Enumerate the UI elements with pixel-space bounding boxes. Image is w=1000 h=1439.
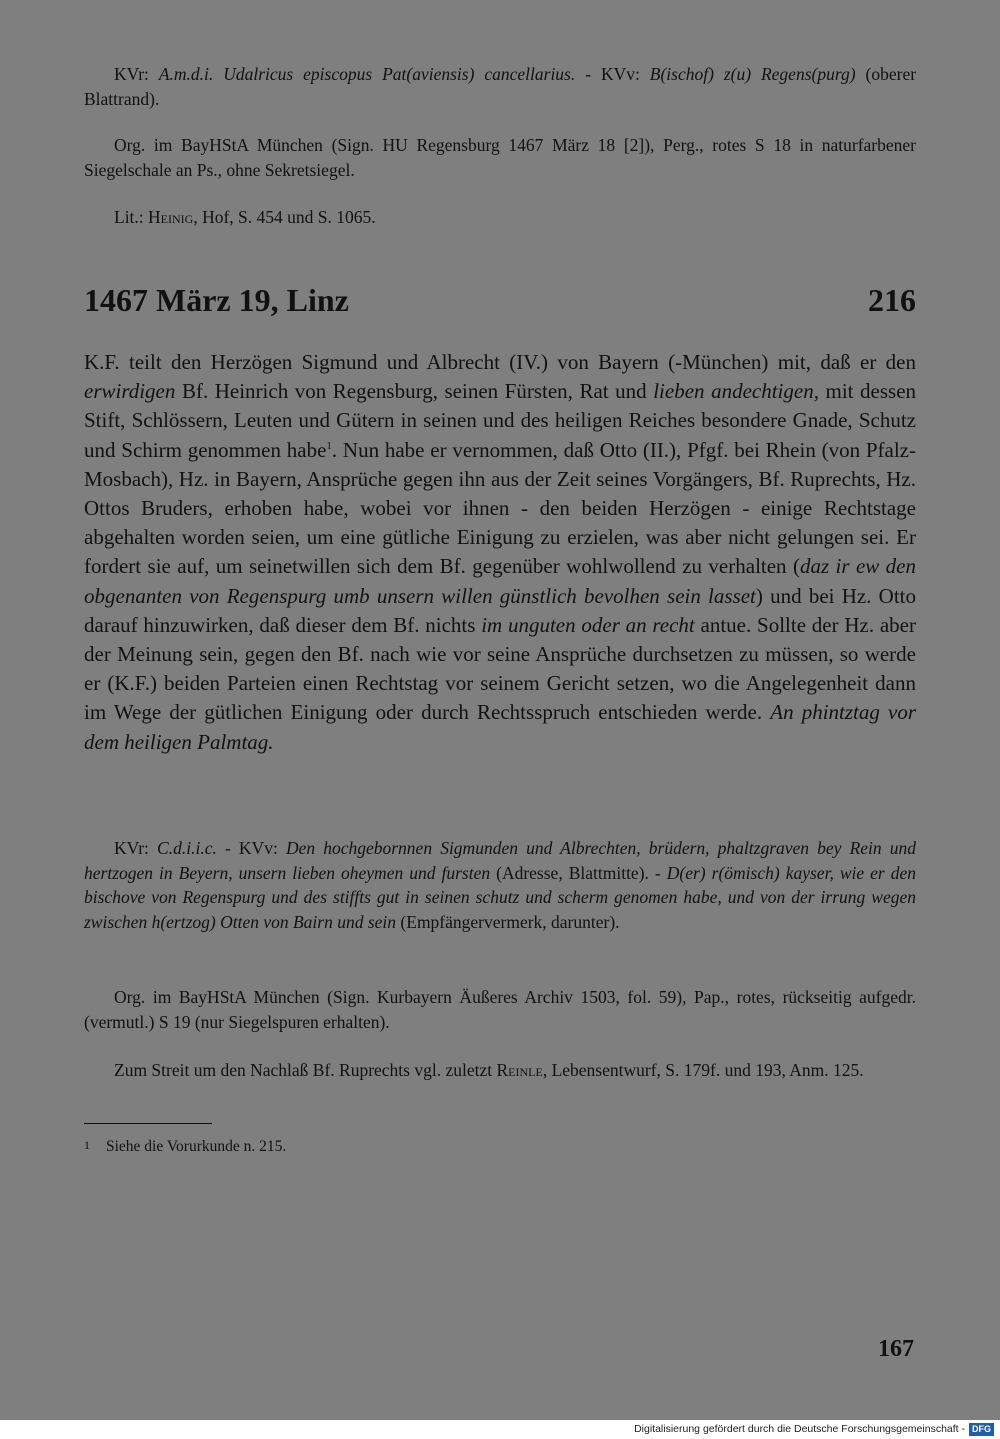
dfg-logo-icon: DFG <box>969 1423 994 1436</box>
entry-number: 216 <box>868 282 916 318</box>
footnote-divider <box>84 1123 212 1124</box>
original-note: Org. im BayHStA München (Sign. Kurbayern Äußeres Archiv 1503, fol. 59), Pap., rotes, rückseitig aufgedr. (vermutl.) S 19 (nur Siegelspuren erhalten). <box>84 987 916 1032</box>
entry-heading <box>84 282 916 319</box>
regest-text: K.F. teilt den Herzögen Sigmund und Albrecht (IV.) von Bayern (-München) mit, daß er den erwirdigen Bf. Heinrich von Regensburg, seinen Fürsten, Rat und lieben andechtigen, mit dessen Stift, Schlössern, Leuten und Gütern in seinen und des heiligen Reiches besondere Gnade, Schutz und Schirm genommen habe$^1$. Nun habe er vernommen, daß Otto (II.), Pfgf. bei Rhein (von Pfalz-Mosbach), Hz. in Bayern, Ansprüche gegen ihn aus der Zeit seines Vorgängers, Bf. Ruprechts, Hz. Ottos Bruders, erhoben habe, wobei vor ihnen - den beiden Herzögen - einige Rechtstage abgehalten worden seien, um eine gütliche Einigung zu erzielen, was aber nicht gelungen sei. Er fordert sie auf, um seinetwillen sich dem Bf. gegenüber wohlwollend zu verhalten (daz ir ew den obgenanten von Regenspurg umb unsern willen günstlich bevolhen sein lasset) und bei Hz. Otto darauf hinzuwirken, daß dieser dem Bf. nichts im unguten oder an recht antue. Sollte der Hz. aber der Meinung sein, gegen den Bf. nach wie vor seine Ansprüche durchsetzen zu müssen, so werde er (K.F.) beiden Parteien einen Rechtstag vor seinem Gericht setzen, wo die Angelegenheit dann im Wege der gütlichen Einigung oder durch Rechtsspruch entschieden werde. An phintztag vor dem heiligen Palmtag. <box>84 350 917 754</box>
digitization-credit: Digitalisierung gefördert durch die Deutsche Forschungsgemeinschaft - DFG <box>0 1420 1000 1439</box>
footnote-marker: 1 <box>326 439 332 452</box>
footnote: 1 Siehe die Vorurkunde n. 215. <box>84 1138 287 1155</box>
literature-note: Zum Streit um den Nachlaß Bf. Ruprechts vgl. zuletzt Reinle, Lebensentwurf, S. 179f. und 193, Anm. 125. <box>114 1060 864 1080</box>
entry-date-place: 1467 März 19, Linz <box>84 282 349 318</box>
page-number: 167 <box>878 1336 914 1362</box>
literature-note-previous: Lit.: Heinig, Hof, S. 454 und S. 1065. <box>114 207 376 227</box>
original-note-previous: Org. im BayHStA München (Sign. HU Regensburg 1467 März 18 [2]), Perg., rotes S 18 in naturfarbener Siegelschale an Ps., ohne Sekretsiegel. <box>84 135 916 180</box>
kv-paragraph-previous: KVr: A.m.d.i. Udalricus episcopus Pat(aviensis) cancellarius. - KVv: B(ischof) z(u) Regens(purg) (oberer Blattrand). <box>84 64 917 109</box>
kv-paragraph: KVr: C.d.i.i.c. - KVv: Den hochgebornnen Sigmunden und Albrechten, brüdern, phaltzgraven bey Rein und hertzogen in Beyern, unsern lieben oheymen und fursten (Adresse, Blattmitte). - D(er) r(ömisch) kayser, wie er den bischove von Regenspurg und des stiffts gut in seinen schutz und scherm genomen habe, und von der irrung wegen zwischen h(ertzog) Otten von Bairn und sein (Empfängervermerk, darunter). <box>84 838 917 932</box>
